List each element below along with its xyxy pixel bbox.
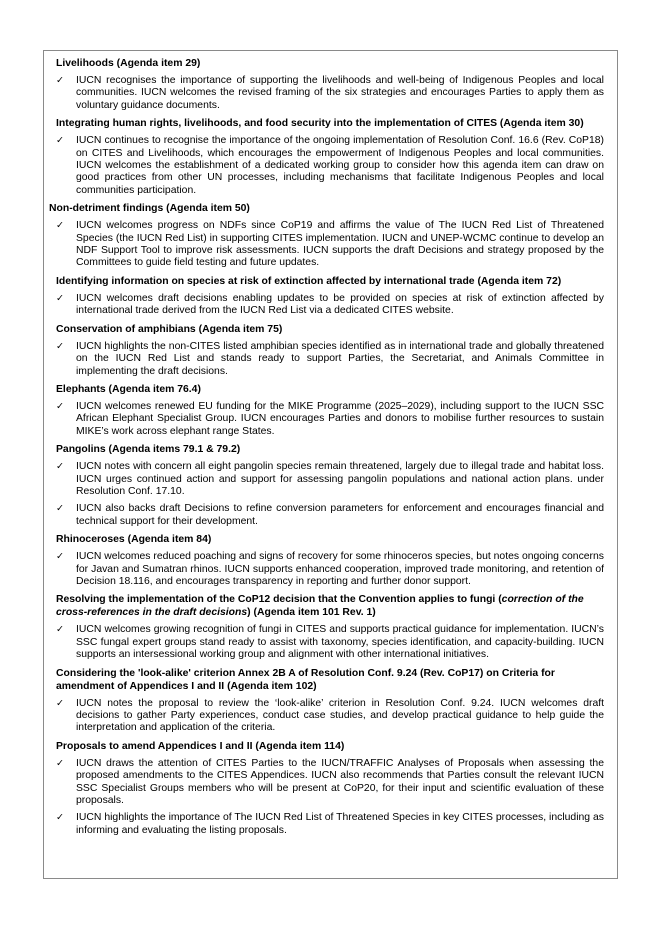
section-heading: Livelihoods (Agenda item 29) — [56, 58, 201, 69]
checkmark-icon: ✓ — [56, 340, 64, 352]
checkmark-icon: ✓ — [56, 697, 64, 709]
bullet-item — [45, 75, 616, 112]
bullet-item — [45, 401, 616, 438]
section-heading: Integrating human rights, livelihoods, and food security into the implementation of CITES (Agenda item 30) — [56, 118, 584, 130]
heading-part: ) (Agenda item 101 Rev. 1) — [247, 607, 376, 619]
bullet-text: IUCN draws the attention of CITES Parties to the IUCN/TRAFFIC Analyses of Proposals when assessing the proposed amendments to the CITES Appendices. IUCN also recommends that Parties consult the relevant IUCN SSC Specialist Groups members who will be present at CoP20, for their input and scientific evaluation of these proposals. — [76, 757, 604, 807]
bullet-text: IUCN welcomes growing recognition of fungi in CITES and supports practical guidance for implementation. IUCN’s SSC fungal expert groups stand ready to assist with taxonomy, species identification, and capacity-building. IUCN supports an intersessional working group and alignment with other international initiatives. — [76, 624, 604, 661]
section-human-rights — [45, 117, 616, 197]
bullet-item — [45, 293, 616, 318]
checkmark-icon: ✓ — [56, 75, 64, 86]
bullet-item — [45, 503, 616, 528]
heading-part: Resolving the implementation of the CoP12 decision that the Convention applies to fungi ( — [56, 594, 502, 606]
checkmark-icon: ✓ — [56, 220, 64, 232]
section-heading: Rhinoceroses (Agenda item 84) — [56, 534, 212, 546]
section-livelihoods — [45, 57, 616, 112]
section-non-detriment-findings — [45, 202, 616, 270]
section-look-alike — [45, 667, 616, 735]
checkmark-icon: ✓ — [56, 812, 64, 824]
bullet-item — [45, 461, 616, 498]
bullet-text: IUCN notes the proposal to review the ‘look-alike’ criterion in Resolution Conf. 9.24. IUCN welcomes draft decisions to gather Party experiences, conduct case studies, and develop practical guidance to help guide the interpretation and application of the criteria. — [76, 697, 604, 734]
document-content — [45, 57, 616, 842]
checkmark-icon: ✓ — [56, 135, 64, 147]
checkmark-icon: ✓ — [56, 461, 64, 473]
bullet-text: IUCN highlights the non-CITES listed amphibian species identified as in international trade and globally threatened on the IUCN Red List and stands ready to support Parties, the Secretariat, and Animals Committee in implementing the draft decisions. — [76, 340, 604, 377]
bullet-text: IUCN also backs draft Decisions to refine conversion parameters for enforcement and encourages financial and technical support for their development. — [76, 503, 604, 527]
bullet-item — [45, 135, 616, 197]
checkmark-icon: ✓ — [56, 757, 64, 769]
section-pangolins — [45, 443, 616, 528]
bullet-text: IUCN welcomes renewed EU funding for the MIKE Programme (2025–2029), including support to the IUCN SSC African Elephant Specialist Group. IUCN encourages Parties and donors to mobilise further resources to sustain MIKE’s work across elephant range States. — [76, 400, 604, 437]
section-heading: Pangolins (Agenda items 79.1 & 79.2) — [56, 444, 241, 456]
bullet-item — [45, 758, 616, 808]
checkmark-icon: ✓ — [56, 292, 64, 304]
bullet-text: IUCN welcomes draft decisions enabling updates to be provided on species at risk of extinction affected by international trade derived from the IUCN Red List via a dedicated CITES website. — [76, 292, 604, 317]
section-fungi — [45, 593, 616, 661]
bullet-text: IUCN highlights the importance of The IUCN Red List of Threatened Species in key CITES processes, including as informing and evaluating the listing proposals. — [76, 812, 604, 836]
checkmark-icon: ✓ — [56, 503, 64, 515]
section-species-at-risk — [45, 275, 616, 318]
bullet-item — [45, 551, 616, 588]
bullet-text: IUCN continues to recognise the importance of the ongoing implementation of Resolution Conf. 16.6 (Rev. CoP18) on CITES and Livelihoods, which encourages the empowerment of Indigenous Peoples and local communities. IUCN welcomes the establishment of a dedicated working group to consider how this agenda item can draw on good practices from other UN processes, including mechanisms that facilitate Indigenous Peoples and local communities participation. — [76, 135, 604, 196]
section-rhinoceroses — [45, 533, 616, 588]
checkmark-icon: ✓ — [56, 624, 64, 636]
section-heading: Non-detriment findings (Agenda item 50) — [49, 203, 250, 215]
bullet-text: IUCN welcomes reduced poaching and signs of recovery for some rhinoceros species, but notes ongoing concerns for Javan and Sumatran rhinos. IUCN supports enhanced cooperation, improved trade monitoring, and retention of Decision 18.116, and encourages transparency in reporting and further donor support. — [76, 551, 604, 587]
section-heading — [45, 593, 616, 619]
checkmark-icon: ✓ — [56, 400, 64, 412]
section-proposals — [45, 740, 616, 837]
bullet-text: IUCN welcomes progress on NDFs since CoP19 and affirms the value of The IUCN Red List of Threatened Species (the IUCN Red List) in supporting CITES implementation. IUCN and UNEP-WCMC continue to develop an NDF Support Tool to improve risk assessments. IUCN supports the draft Decisions and strategy proposed by the Committees to guide field testing and future updates. — [76, 220, 604, 269]
bullet-text: IUCN notes with concern all eight pangolin species remain threatened, largely due to illegal trade and habitat loss. IUCN urges continued action and support for assessing pangolin populations and national action plans. under Resolution Conf. 17.10. — [76, 461, 604, 497]
bullet-item — [45, 624, 616, 661]
heading-italic-part: correction of the cross-references in the draft decisions — [56, 594, 584, 619]
section-elephants — [45, 383, 616, 438]
section-heading: Considering the 'look-alike' criterion Annex 2B A of Resolution Conf. 9.24 (Rev. CoP17) on Criteria for amendment of Appendices I and II (Agenda item 102) — [56, 667, 555, 692]
bullet-item — [45, 220, 616, 270]
bullet-item — [45, 698, 616, 735]
section-heading: Proposals to amend Appendices I and II (Agenda item 114) — [56, 740, 345, 752]
section-heading: Conservation of amphibians (Agenda item 75) — [56, 323, 283, 335]
checkmark-icon: ✓ — [56, 551, 64, 563]
section-heading: Elephants (Agenda item 76.4) — [56, 383, 201, 395]
section-amphibians — [45, 323, 616, 378]
bullet-text: IUCN recognises the importance of supporting the livelihoods and well-being of Indigenous Peoples and local communities. IUCN welcomes the revised framing of the six strategies and encourages Parties to apply them as voluntary guidance documents. — [76, 75, 604, 111]
bullet-item — [45, 812, 616, 837]
section-heading: Identifying information on species at risk of extinction affected by international trade (Agenda item 72) — [56, 275, 562, 287]
bullet-item — [45, 341, 616, 378]
